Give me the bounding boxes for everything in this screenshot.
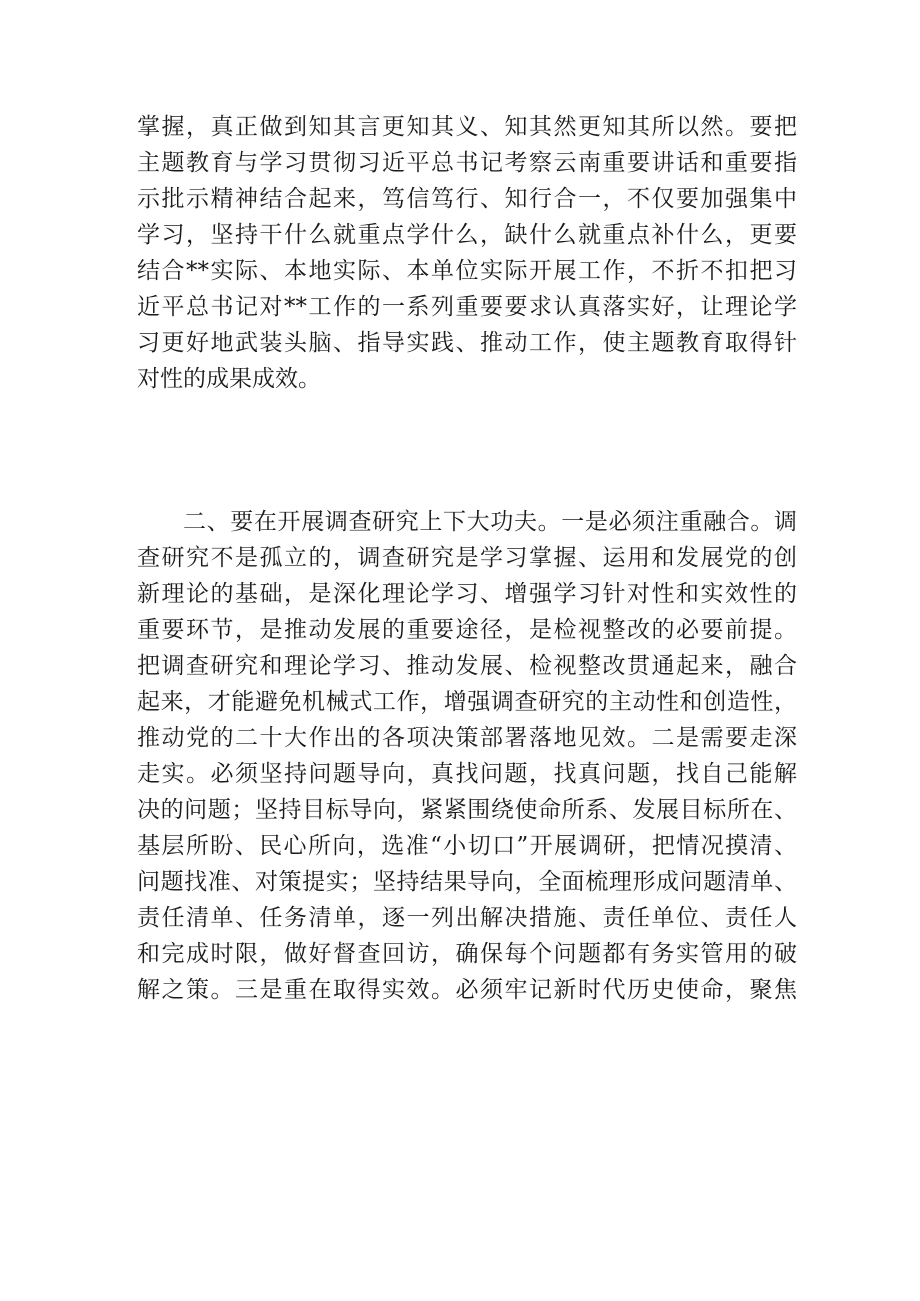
paragraph-line: 走实。必须坚持问题导向，真找问题，找真问题，找自己能解 bbox=[137, 761, 797, 787]
paragraph-line: 掌握，真正做到知其言更知其义、知其然更知其所以然。要把 bbox=[137, 114, 797, 140]
paragraph-line: 主题教育与学习贯彻习近平总书记考察云南重要讲话和重要指 bbox=[137, 150, 797, 176]
paragraph-line: 起来，才能避免机械式工作，增强调查研究的主动性和创造性， bbox=[137, 689, 797, 715]
paragraph-line: 示批示精神结合起来，笃信笃行、知行合一，不仅要加强集中 bbox=[137, 186, 797, 212]
paragraph-line: 推动党的二十大作出的各项决策部署落地见效。二是需要走深 bbox=[137, 725, 797, 751]
paragraph-line: 学习，坚持干什么就重点学什么，缺什么就重点补什么，更要 bbox=[137, 222, 797, 248]
paragraph-line: 和完成时限，做好督查回访，确保每个问题都有务实管用的破 bbox=[137, 941, 797, 967]
paragraph-line: 责任清单、任务清单，逐一列出解决措施、责任单位、责任人 bbox=[137, 905, 797, 931]
paragraph-line: 查研究不是孤立的，调查研究是学习掌握、运用和发展党的创 bbox=[137, 545, 797, 571]
paragraph-line: 习更好地武装头脑、指导实践、推动工作，使主题教育取得针 bbox=[137, 330, 797, 356]
paragraph-line: 结合**实际、本地实际、本单位实际开展工作，不折不扣把习 bbox=[137, 258, 797, 284]
paragraph-line: 重要环节，是推动发展的重要途径，是检视整改的必要前提。 bbox=[137, 617, 797, 643]
paragraph-line: 对性的成果成效。 bbox=[137, 366, 321, 392]
paragraph-line: 二、要在开展调查研究上下大功夫。一是必须注重融合。调 bbox=[183, 509, 797, 535]
paragraph-1 bbox=[137, 109, 797, 397]
paragraph-2 bbox=[137, 504, 797, 1008]
paragraph-line: 决的问题；坚持目标导向，紧紧围绕使命所系、发展目标所在、 bbox=[137, 797, 797, 823]
paragraph-line: 解之策。三是重在取得实效。必须牢记新时代历史使命，聚焦 bbox=[137, 977, 797, 1003]
paragraph-line: 近平总书记对**工作的一系列重要要求认真落实好，让理论学 bbox=[137, 294, 797, 320]
paragraph-line: 新理论的基础，是深化理论学习、增强学习针对性和实效性的 bbox=[137, 581, 797, 607]
paragraph-line: 问题找准、对策提实；坚持结果导向，全面梳理形成问题清单、 bbox=[137, 869, 797, 895]
paragraph-line: 把调查研究和理论学习、推动发展、检视整改贯通起来，融合 bbox=[137, 653, 797, 679]
paragraph-line: 基层所盼、民心所向，选准“小切口”开展调研，把情况摸清、 bbox=[137, 833, 797, 859]
